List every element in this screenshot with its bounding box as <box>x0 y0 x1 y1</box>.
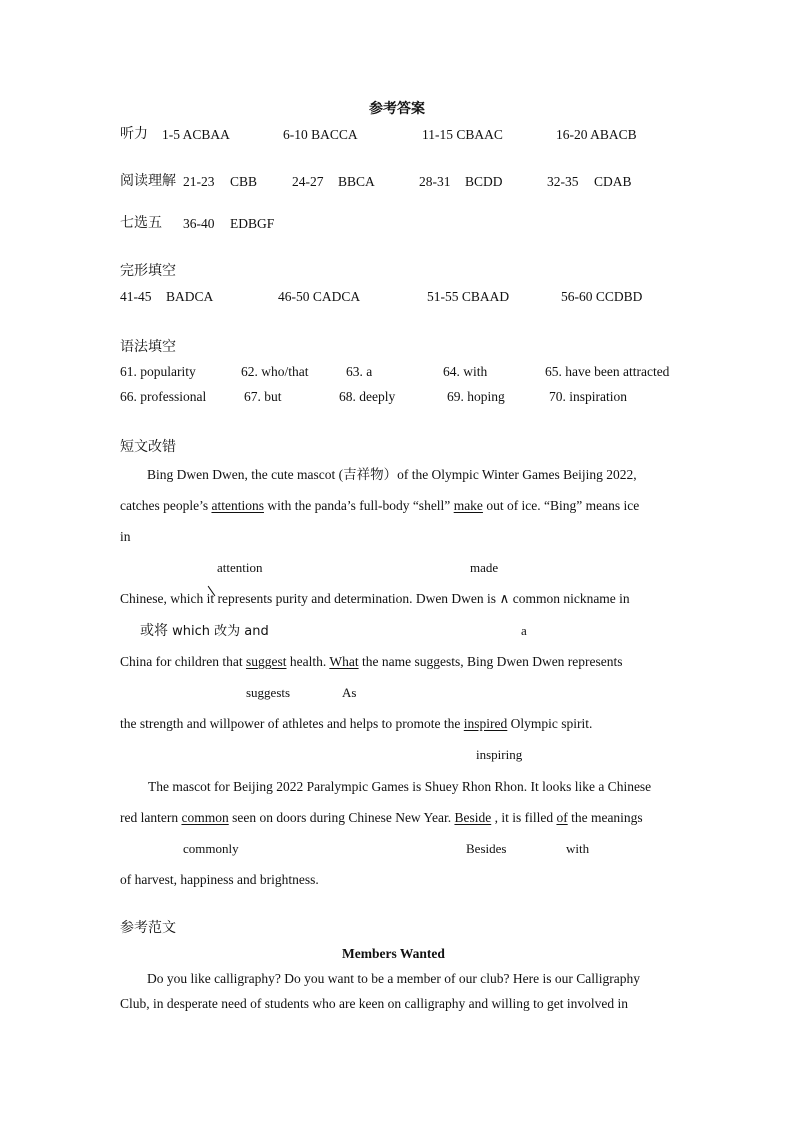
cloze-range-1: 41-45 <box>120 289 152 304</box>
listening-label: 听力 <box>120 126 148 142</box>
grammar-answer: 70. inspiration <box>549 389 627 404</box>
correction-fix: made <box>470 560 499 575</box>
correction-text-line: catches people’s attentions with the panda’s full-body “shell” make out of ice. “Bing” means ice <box>120 498 640 513</box>
correction-text-line: red lantern common seen on doors during Chinese New Year. Beside , it is filled of the meanings <box>120 810 643 825</box>
essay-label: 参考范文 <box>120 920 176 936</box>
essay-line: Do you like calligraphy? Do you want to be a member of our club? Here is our Calligraphy <box>147 971 640 986</box>
grammar-answer: 68. deeply <box>339 389 396 404</box>
correction-text-line: of harvest, happiness and brightness. <box>120 872 319 887</box>
grammar-answer: 63. a <box>346 364 373 379</box>
grammar-answer: 61. popularity <box>120 364 196 379</box>
grammar-answer: 62. who/that <box>241 364 309 379</box>
grammar-answer: 64. with <box>443 364 488 379</box>
cloze-answer-4: 56-60 CCDBD <box>561 289 643 304</box>
correction-fix: 或将 which 改为 and <box>140 623 269 639</box>
cloze-label: 完形填空 <box>120 263 176 279</box>
reading-range-4: 32-35 <box>547 174 579 189</box>
reading-answer-2: BBCA <box>338 174 375 189</box>
cloze-answer-3: 51-55 CBAAD <box>427 289 510 304</box>
cloze-answer-2: 46-50 CADCA <box>278 289 361 304</box>
essay-title: Members Wanted <box>342 946 445 961</box>
correction-fix: with <box>566 841 590 856</box>
correction-fix: commonly <box>183 841 239 856</box>
listening-answer-4: 16-20 ABACB <box>556 127 637 142</box>
reading-range-3: 28-31 <box>419 174 451 189</box>
reading-answer-1: CBB <box>230 174 258 189</box>
cloze-answer-1: BADCA <box>166 289 214 304</box>
listening-answer-3: 11-15 CBAAC <box>422 127 503 142</box>
seven-range: 36-40 <box>183 216 215 231</box>
seven-label: 七选五 <box>120 215 162 231</box>
correction-text-line: China for children that suggest health. What the name suggests, Bing Dwen Dwen represents <box>120 654 623 669</box>
correction-fix: suggests <box>246 685 291 700</box>
correction-text-line: the strength and willpower of athletes and helps to promote the inspired Olympic spirit. <box>120 716 593 731</box>
reading-answer-3: BCDD <box>465 174 503 189</box>
page-title: 参考答案 <box>369 101 425 117</box>
grammar-answer: 66. professional <box>120 389 207 404</box>
correction-text-line: Bing Dwen Dwen, the cute mascot (吉祥物）of the Olympic Winter Games Beijing 2022, <box>147 467 637 482</box>
reading-range-2: 24-27 <box>292 174 324 189</box>
listening-answer-1: 1-5 ACBAA <box>162 127 230 142</box>
reading-answer-4: CDAB <box>594 174 632 189</box>
seven-answer: EDBGF <box>230 216 275 231</box>
grammar-answer: 69. hoping <box>447 389 505 404</box>
correction-label: 短文改错 <box>120 439 176 455</box>
grammar-label: 语法填空 <box>120 339 176 355</box>
correction-fix: As <box>342 685 357 700</box>
correction-fix: Besides <box>466 841 507 856</box>
grammar-answer: 67. but <box>244 389 282 404</box>
essay-line: Club, in desperate need of students who are keen on calligraphy and willing to get involved in <box>120 996 628 1011</box>
listening-answer-2: 6-10 BACCA <box>283 127 358 142</box>
grammar-answer: 65. have been attracted <box>545 364 670 379</box>
correction-text-line: in <box>120 529 131 544</box>
reading-range-1: 21-23 <box>183 174 215 189</box>
correction-text-line: The mascot for Beijing 2022 Paralympic Games is Shuey Rhon Rhon. It looks like a Chinese <box>148 779 652 794</box>
correction-fix: inspiring <box>476 747 523 762</box>
correction-text-line: Chinese, which it represents purity and determination. Dwen Dwen is ∧ common nickname in <box>120 591 630 606</box>
reading-label: 阅读理解 <box>120 173 176 189</box>
correction-fix: a <box>521 623 527 638</box>
correction-fix: attention <box>217 560 263 575</box>
